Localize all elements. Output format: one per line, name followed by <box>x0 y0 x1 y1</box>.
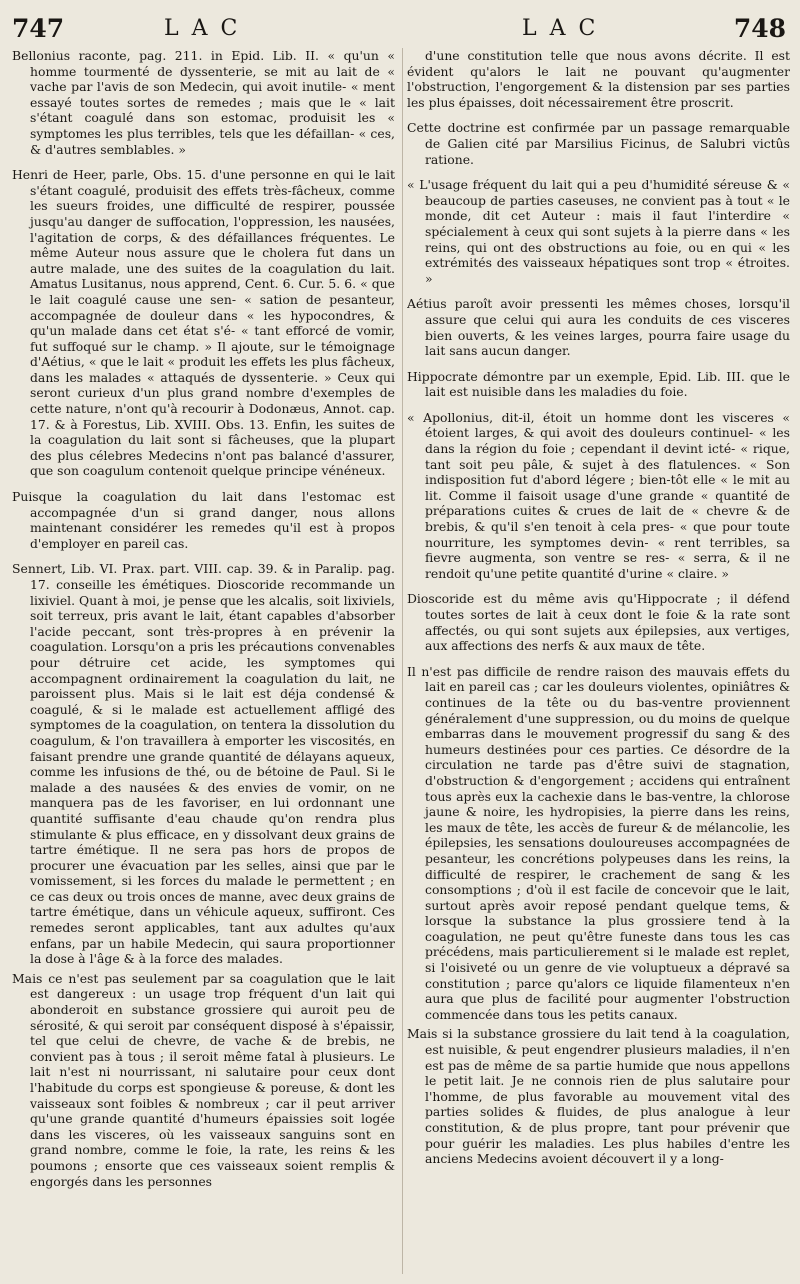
right-column <box>407 48 790 1274</box>
paragraph: d'une constitution telle que nous avons décrite. Il est évident qu'alors le lait ne pouvant qu'augmenter l'obstruction, l'engorgement & la distension par ses parties les plus épaisses, doit nécessairement être proscrit. <box>407 48 790 110</box>
paragraph: Henri de Heer, parle, Obs. 15. d'une personne en qui le lait s'étant coagulé, produisit des effets très-fâcheux, comme les sueurs froides, une difficulté de respirer, poussée jusqu'au danger de suffocation, l'oppression, les nausées, l'agitation de corps, & des défaillances fréquentes. Le même Auteur nous assure que le cholera fut dans un autre malade, une des suites de la coagulation du lait. Amatus Lusitanus, nous apprend, Cent. 6. Cur. 5. 6. « que le lait coagulé cause une sen- « sation de pesanteur, accompagnée de douleur dans « les hypocondres, & qu'un malade dans cet état s'é- « tant efforcé de vomir, fut suffoqué sur le champ. » Il ajoute, sur le témoignage d'Aétius, « que le lait « produit les effets les plus fâcheux, dans les malades « attaqués de dyssenterie. » Ceux qui seront curieux d'un plus grand nombre d'exemples de cette nature, n'ont qu'à recourir à Dodonæus, Annot. cap. 17. & à Forestus, Lib. XVIII. Obs. 13. Enfin, les suites de la coagulation du lait sont si fâcheuses, que la plupart des plus célebres Medecins n'ont pas balancé d'assurer, que son coagulum contenoit quelque principe vénéneux. <box>12 167 395 479</box>
paragraph: Dioscoride est du même avis qu'Hippocrate ; il défend toutes sortes de lait à ceux dont le foie & la rate sont affectés, ou qui sont sujets aux épilepsies, aux vertiges, aux affections des nerfs & aux maux de tête. <box>407 591 790 654</box>
paragraph: Aétius paroît avoir pressenti les mêmes choses, lorsqu'il assure que celui qui aura les conduits de ces visceres bien ouverts, & les veines larges, pourra faire usage du lait sans aucun danger. <box>407 296 790 359</box>
page-number-left: 747 <box>12 14 65 43</box>
paragraph: Bellonius raconte, pag. 211. in Epid. Lib. II. « qu'un « homme tourmenté de dyssenterie, se mit au lait de « vache par l'avis de son Medecin, qui avoit inutile- « ment essayé toutes sortes de remedes ; mais que le « lait s'étant coagulé dans son estomac, produisit les « symptomes les plus terribles, tels que les défaillan- « ces, & d'autres semblables. » <box>12 48 395 157</box>
quotation: « Apollonius, dit-il, étoit un homme dont les visceres « étoient larges, & qui avoit des douleurs continuel- « les dans la région du foie ; cependant il devint icté- « rique, tant soit peu pâle, & sujet à des flatulences. « Son indisposition fut d'abord légere ; bien-tôt elle « le mit au lit. Comme il faisoit usage d'une grande « quantité de préparations cuites & crues de lait de « chevre & de brebis, & qu'il s'en tenoit à cela pres- « que pour toute nourriture, les symptomes devin- « rent terribles, sa fievre augmenta, son ventre se res- « serra, & il ne rendoit qu'une petite quantité d'urine « claire. » <box>407 409 790 581</box>
left-column <box>12 48 395 1274</box>
paragraph: Cette doctrine est confirmée par un passage remarquable de Galien cité par Marsilius Ficinus, de Salubri victûs ratione. <box>407 120 790 167</box>
running-head-right: LAC <box>522 16 609 41</box>
paragraph: Il n'est pas difficile de rendre raison des mauvais effets du lait en pareil cas ; car les douleurs violentes, opiniâtres & continues de la tête ou du bas-ventre proviennent généralement d'une suppression, ou du moins de quelque embarras dans le mouvement progressif du sang & des humeurs destinées pour ces parties. Ce désordre de la circulation ne tarde pas d'être suivi de stagnation, d'obstruction & d'engorgement ; accidens qui entraînent tous après eux la cachexie dans le bas-ventre, la chlorose jaune & noire, les hydropisies, la pierre dans les reins, les maux de tête, les accès de fureur & de mélancolie, les épilepsies, les sensations douloureuses accompagnées de pesanteur, les concrétions polypeuses dans les reins, la difficulté de respirer, le crachement de sang & les consomptions ; d'où il est facile de concevoir que le lait, surtout après avoir reposé pendant quelque tems, & lorsque la substance la plus grossiere tend à la coagulation, ne peut qu'être funeste dans tous les cas précédens, mais particulierement si le malade est replet, si l'oisiveté ou un genre de vie voluptueux a dépravé sa constitution ; parce qu'alors ce liquide filamenteux n'en aura que plus de facilité pour augmenter l'obstruction commencée dans tous les petits canaux. <box>407 663 790 1022</box>
column-divider <box>402 48 403 1274</box>
paragraph: Mais si la substance grossiere du lait tend à la coagulation, est nuisible, & peut engendrer plusieurs maladies, il n'en est pas de même de sa partie humide que nous appellons le petit lait. Je ne connois rien de plus salutaire pour l'homme, de plus favorable au mouvement vital des parties solides & fluides, de plus analogue à leur constitution, & de plus propre, tant pour prévenir que pour guérir les maladies. Les plus habiles d'entre les anciens Medecins avoient découvert il y a long- <box>407 1026 790 1167</box>
paragraph: Sennert, Lib. VI. Prax. part. VIII. cap. 39. & in Paralip. pag. 17. conseille les émétiques. Dioscoride recommande un lixiviel. Quant à moi, je pense que les alcalis, soit lixiviels, soit terreux, pris avant le lait, étant capables d'absorber l'acide peccant, sont très-propres à en prévenir la coagulation. Lorsqu'on a pris les précautions convenables pour détruire cet acide, les symptomes qui accompagnent ordinairement la coagulation du lait, ne paroissent plus. Mais si le lait est déja condensé & coagulé, & si le malade est actuellement affligé des symptomes de la coagulation, on tentera la dissolution du coagulum, & l'on travaillera à emporter les viscosités, en faisant prendre une grande quantité de délayans aqueux, comme les infusions de thé, ou de bétoine de Paul. Si le malade a des nausées & des envies de vomir, on ne manquera pas de les favoriser, en lui ordonnant une quantité suffisante d'eau chaude qu'on rendra plus stimulante & plus efficace, en y dissolvant deux grains de tartre émétique. Il ne sera pas hors de propos de procurer une évacuation par les selles, ainsi que par le vomissement, si les forces du malade le permettent ; en ce cas deux ou trois onces de manne, avec deux grains de tartre émétique, dans un véhicule aqueux, suffiront. Ces remedes seront applicables, tant aux adultes qu'aux enfans, par un habile Medecin, qui saura proportionner la dose à l'âge & à la force des malades. <box>12 561 395 967</box>
text-columns <box>12 48 790 1274</box>
paragraph: Mais ce n'est pas seulement par sa coagulation que le lait est dangereux : un usage trop fréquent d'un lait qui abonderoit en substance grossiere qui auroit peu de sérosité, & qui seroit par conséquent disposé à s'épaissir, tel que celui de chevre, de vache & de brebis, ne convient pas à tous ; il seroit même fatal à plusieurs. Le lait n'est ni nourrissant, ni salutaire pour ceux dont l'habitude du corps est spongieuse & poreuse, & dont les vaisseaux sont foibles & nombreux ; car il peut arriver qu'une grande quantité d'humeurs épaissies soit logée dans les visceres, où les vaisseaux sanguins sont en grand nombre, comme le foie, la rate, les reins & les poumons ; ensorte que ces vaisseaux soient remplis & engorgés dans les personnes <box>12 970 395 1189</box>
running-header <box>12 12 790 48</box>
paragraph: Puisque la coagulation du lait dans l'estomac est accompagnée d'un si grand danger, nous allons maintenant considérer les remedes qu'il est à propos d'employer en pareil cas. <box>12 489 395 551</box>
running-head-left: LAC <box>164 16 251 41</box>
quotation: « L'usage fréquent du lait qui a peu d'humidité séreuse & « beaucoup de parties caseuses, ne convient pas à tout « le monde, dit cet Auteur : mais il faut l'interdire « spécialement à ceux qui sont sujets à la pierre dans « les reins, qui ont des obstructions au foie, ou en qui « les extrémités des vaisseaux hépatiques sont trop « étroites. » <box>407 177 790 286</box>
paragraph: Hippocrate démontre par un exemple, Epid. Lib. III. que le lait est nuisible dans les maladies du foie. <box>407 368 790 400</box>
page-number-right: 748 <box>733 14 786 43</box>
